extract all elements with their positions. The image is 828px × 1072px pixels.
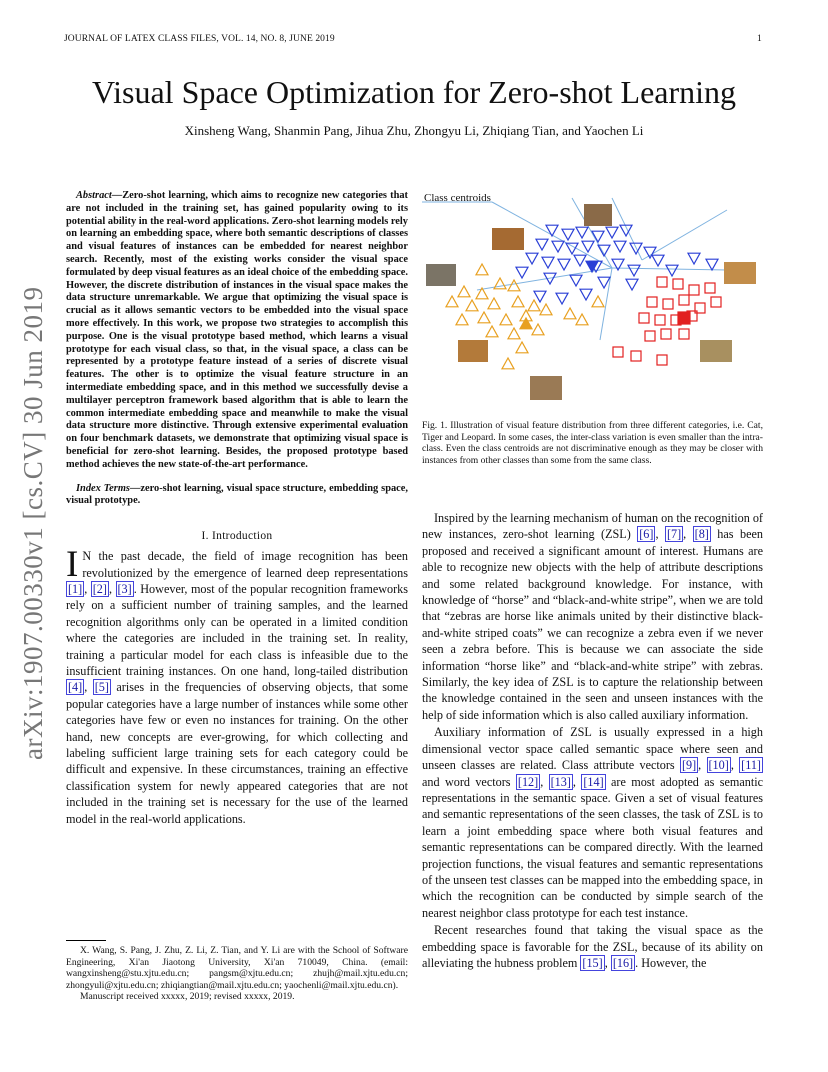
citation-link[interactable]: [7] [666,527,682,542]
tiger-marker [534,291,546,302]
tiger-marker [580,289,592,300]
leopard-photo [724,262,756,284]
intro-text-a: N the past decade, the field of image recognition has been revolutionized by the emergence of learned deep representations [82,549,408,580]
cat-marker [508,328,520,339]
paragraph: Recent researches found that taking the visual space as the embedding space is favorable for the ZSL, because of its ability on alleviating the hubness problem [15] , [16] . However, the [422,923,763,970]
citation-link[interactable]: [15] [582,955,603,970]
tiger-marker [546,225,558,236]
cat-marker [502,358,514,369]
leopard-marker [647,297,657,307]
tiger-marker [558,259,570,270]
cat-marker [488,298,500,309]
paragraph-text: and word vectors [422,774,516,789]
cat-marker [512,296,524,307]
footnote-block [66,940,408,1003]
index-terms [66,483,408,509]
citation-link[interactable]: [5] [94,680,109,695]
drop-cap: I [66,544,79,586]
paragraph-text: . However, the [635,955,707,970]
index-terms-label: Index Terms [76,482,130,494]
leopard-marker [631,351,641,361]
boundary-line [642,210,727,260]
paragraph: Auxiliary information of ZSL is usually expressed in a high dimensional vector space called semantic space where seen and unseen classes are related. Class attribute vectors [9] , [10] , [11] and word vectors [12] , [13] , [14] are most adopted as semantic representations in the semantic space. Given a set of visual features and semantic representations of the seen classes, the task of ZSL is to learn a joint embedding space where both visual features and semantic representations can be compared directly. With the learned projection functions, the visual features and semantic representations of the unseen test classes can be mapped into the embedding space, in which the recognition can be conducted by simple search of the nearest neighbor class prototype for each test instance. [422,725,764,920]
leopard-marker [613,347,623,357]
page-number: 1 [757,34,762,44]
footnote-rule [66,940,106,941]
citation-link[interactable]: [12] [517,774,539,789]
intro-text-b: However, most of the popular recognition frameworks rely on a sufficient number of training samples, and the learned recognition algorithms only can be operated in a limited condition where the categories are included in the training set. In reality, training a particular model for each class is infeasible due to the insufficient training instances. On one hand, long-tailed distribution [66,581,409,678]
tiger-photo [492,228,524,250]
leopard-marker [655,315,665,325]
footnote-affiliation: X. Wang, S. Pang, J. Zhu, Z. Li, Z. Tian, and Y. Li are with the School of Software Engineering, Xi'an Jiaotong University, Xi'an 710049, China. (email: wangxinsheng@stu.xjtu.edu.cn; pangsm@xjtu.edu.cn; zhujh@mail.xjtu.edu.cn; zhongyuli@xjtu.edu.cn; zhiqiangtian@mail.xjtu.edu.cn; yaochenli@mail.xjtu.edu.cn). [66,945,408,991]
citation-link[interactable]: [13] [550,774,571,789]
citation-link[interactable]: [14] [583,774,604,789]
journal-header: JOURNAL OF LATEX CLASS FILES, VOL. 14, NO. 8, JUNE 2019 [64,34,335,44]
figure-label: Class centroids [424,192,491,204]
citation-link[interactable]: [16] [612,955,634,970]
citation-link[interactable]: [9] [681,758,697,773]
footnote-received: Manuscript received xxxxx, 2019; revised xxxxx, 2019. [80,991,295,1003]
tiger-marker [652,255,664,266]
leopard-marker [679,295,689,305]
cat-marker [446,296,458,307]
cat-photo [584,204,612,226]
cat-marker [508,280,520,291]
leopard-marker [705,283,715,293]
leopard-photo [700,340,732,362]
index-terms-text: —zero-shot learning, visual space structure, embedding space, visual prototype. [66,482,408,507]
citation-link[interactable]: [4] [68,680,83,695]
tiger-marker [628,265,640,276]
paragraph-text: Auxiliary information of ZSL is usually expressed in a high dimensional vector space called semantic space where seen and unseen classes are related. Class attribute vectors [422,725,763,773]
cat-marker [478,312,490,323]
section-heading: I. Introduction [201,530,273,543]
tiger-marker [516,267,528,278]
intro-text-c: arises in the frequencies of observing objects, that some popular categories have a large number of instances while some other categories have few or even no instances for training. On the other hand, new concepts are ever-growing, for which collecting and labeling sufficient large training sets for each category could be difficult and expensive. In these circumstances, training an effective classification system for newly appeared categories that are not included in the training set is necessary for the use of the learned model in the real-world applications. [66,680,409,826]
tiger-marker [526,253,538,264]
tiger-marker [542,257,554,268]
citation-link[interactable]: [2] [92,581,107,596]
paragraph-text: Inspired by the learning mechanism of human on the recognition of new instances, zero-shot learning (ZSL) [422,511,763,542]
cat-marker [532,324,544,335]
tiger-marker [536,239,548,250]
citation-link[interactable]: [10] [708,758,729,773]
figure-caption: Fig. 1. Illustration of visual feature distribution from three different categories, i.e. Cat, Tiger and Leopard. In some cases, the inter-class variation is even smaller than the intra-class. Even the class centroids are not discriminative enough as they may be closer with instances from other classes than some from the same class. [422,420,763,466]
leopard-marker [679,329,689,339]
abstract-label: Abstract [76,190,112,201]
leopard-marker [657,277,667,287]
tiger-marker [582,241,594,252]
tiger-marker [666,265,678,276]
tiger-marker [576,227,588,238]
arxiv-stamp: arXiv:1907.00330v1 [cs.CV] 30 Jun 2019 [18,286,48,760]
tiger-marker [562,229,574,240]
tiger-marker [570,275,582,286]
cat-marker [528,300,540,311]
tiger-marker [688,253,700,264]
cat-marker [500,314,512,325]
tiger-marker [606,227,618,238]
cat-marker [564,308,576,319]
leopard-marker [645,331,655,341]
cat-centroid [520,318,532,329]
tiger-marker [614,241,626,252]
paragraph-text: Recent researches found that taking the visual space as the embedding space is favorable for the ZSL, because of its ability on alleviating the hubness problem [422,923,763,970]
citation-link[interactable]: [1] [68,581,83,596]
left-column [66,190,408,827]
abstract-text: —Zero-shot learning, which aims to recognize new categories that are not included in the training set, has gained popularity owing to its potential ability in the real-word applications. Zero-shot learning models rely on learning an embedding space, where both semantic descriptions of classes and visual features of instances can be embedded for nearest neighbor search. Recently, most of the existing works consider the visual space formulated by deep visual features as an ideal choice of the embedding space. However, the discrete distribution of instances in the visual space makes the data structure unremarkable. We argue that optimizing the visual space is crucial as it allows semantic vectors to be embedded into the visual space more effectively. In this work, we propose two strategies to accomplish this purpose. One is the visual prototype based method, which learns a visual prototype for each visual class, so that, in the visual space, a class can be represented by a prototype feature instead of a series of discrete visual features. The other is to optimize the visual feature structure in an intermediate embedding space, and in this method we successfully devise a multilayer perceptron framework based algorithm that is able to learn the common intermediate embedding space and meanwhile to make the visual data structure more distinctive. Through extensive experimental evaluation on four benchmark datasets, we demonstrate that optimizing visual space is beneficial for zero-shot learning. Besides, the proposed prototype based method achieves the new state-of-the-art performance. [66,190,408,470]
animal-thumbnails [426,204,756,400]
figure-1 [422,190,763,405]
author-list: Xinsheng Wang, Shanmin Pang, Jihua Zhu, Zhongyu Li, Zhiqiang Tian, and Yaochen Li [184,123,644,138]
leopard-marker [673,279,683,289]
paragraph-text: has been proposed and received a significant amount of interest. Humans are able to recognize new objects with the help of attribute descriptions and some related background knowledge. For instance, with knowledge of “horse” and “black-and-white stripe”, when we are told that “zebras are horse like animals united by their distinctive black-and-white striped coats” we can recognize a zebra even if we never seen a zebra before. This is because we can associate the side information “horse like” and “black-and-white stripe” with zebras. Similarly, the key idea of ZSL is to capture the relationship between the knowledge contained in the seen and unseen instances with the help of side information which is also called auxiliary information. [422,527,763,722]
cat-marker [466,300,478,311]
leopard-marker [639,313,649,323]
cat-photo [530,376,562,400]
intro-paragraph: I N the past decade, the field of image recognition has been revolutionized by the emergence of learned deep representations [1] , [2] , [3] . However, most of the popular recognition frameworks rely on a sufficient number of training samples, and the learned recognition algorithms only can be operated in a limited condition where the categories are included in the training set. In reality, training a particular model for each class is infeasible due to the insufficient training instances. On one hand, long-tailed distribution [4] , [5] arises in the frequencies of observing objects, that some popular categories have a large number of instances while some other categories have few or even no instances for training. On the other hand, new concepts are ever-growing, for which collecting and labeling sufficient large training sets for each category could be difficult and expensive. In these circumstances, training an effective classification system for newly appeared categories that are not included in the training set is necessary for the use of the learned model in the real-world applications. [66,544,409,826]
paragraph: Inspired by the learning mechanism of human on the recognition of new instances, zero-shot learning (ZSL) [6] , [7] , [8] has been proposed and received a significant amount of interest. Humans are able to recognize new objects with the help of attribute descriptions and some related background knowledge. For instance, with knowledge of “horse” and “black-and-white stripe”, when we are told that “zebras are horse like animals united by their distinctive black-and-white striped coats” we can recognize a zebra even if we never seen a zebra before. This is because we can associate the side information “horse like” and “black-and-white stripe” with zebras. Similarly, the key idea of ZSL is to capture the relationship between the knowledge contained in the seen and unseen instances with the help of side information which is also called auxiliary information. [422,511,763,722]
cat-marker [516,342,528,353]
cat-marker [592,296,604,307]
leopard-centroid [678,312,690,324]
citation-link[interactable]: [6] [639,527,654,542]
cat-marker [576,314,588,325]
leopard-marker [711,297,721,307]
tiger-marker [598,277,610,288]
leopard-marker [661,329,671,339]
abstract [66,190,408,472]
tiger-marker [556,293,568,304]
citation-link[interactable]: [11] [741,758,761,773]
tiger-marker [552,241,564,252]
cat-marker [458,286,470,297]
tiger-marker [706,259,718,270]
cat-marker [456,314,468,325]
cat-marker [486,326,498,337]
leopard-marker [657,355,667,365]
tiger-marker [626,279,638,290]
paper-title: Visual Space Optimization for Zero-shot Learning [91,74,737,110]
leopard-marker [689,285,699,295]
tiger-photo [458,340,488,362]
feature-distribution-illustration [422,190,763,405]
cat-marker [476,264,488,275]
citation-link[interactable]: [3] [117,581,132,596]
paragraph-text: are most adopted as semantic representations in the semantic space. Given a set of visual features and semantic representations of the seen classes, the task of ZSL is to learn a joint embedding space where both visual features and semantic representations can be compared directly. With the learned projection functions, the visual features and semantic representations of the unseen test classes can be mapped into the embedding space, in which the recognition can be conducted by simple search of the nearest neighbor class prototype for each test instance. [422,774,764,920]
right-column [422,510,763,972]
cat-marker [540,304,552,315]
tiger-marker [574,255,586,266]
leopard-photo [426,264,456,286]
citation-link[interactable]: [8] [694,527,709,542]
leopard-marker [663,299,673,309]
